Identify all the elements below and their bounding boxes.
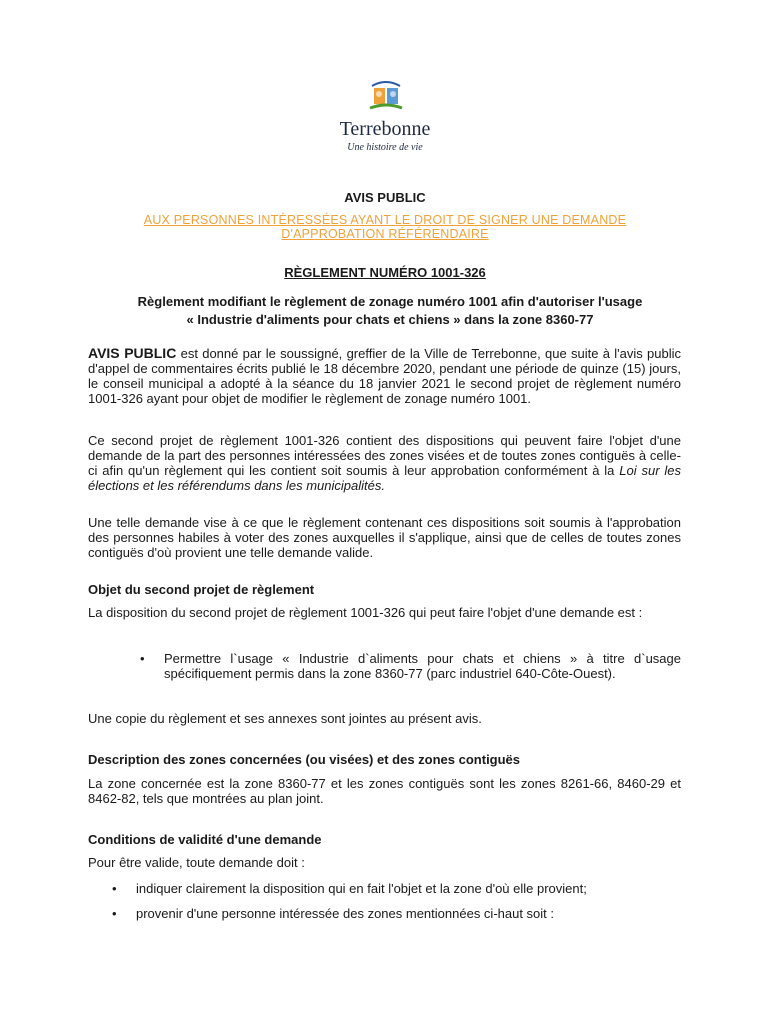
logo-tagline: Une histoire de vie (347, 142, 423, 153)
bullet-icon: • (140, 651, 145, 666)
notice-subtitle (60, 213, 710, 241)
paragraph-provisions (88, 433, 681, 493)
section-heading-validity: Conditions de validité d'une demande (88, 832, 322, 847)
section-object-intro: La disposition du second projet de règlement 1001-326 qui peut faire l'objet d'une demande est : (88, 605, 643, 620)
subtitle-line-1: AUX PERSONNES INTÉRESSÉES AYANT LE DROIT DE SIGNER UNE DEMANDE (143, 213, 627, 227)
regulation-subject (80, 293, 700, 329)
object-bullet-text: Permettre l`usage « Industrie d`aliments pour chats et chiens » à titre d`usage spécifiquement permis dans la zone 8360-77 (parc industriel 640-Côte-Ouest). (164, 651, 681, 681)
city-emblem-icon (368, 76, 404, 114)
intro-lead: AVIS PUBLIC (88, 345, 177, 361)
terrebonne-logo (312, 76, 458, 156)
validity-intro: Pour être valide, toute demande doit : (88, 855, 305, 870)
paragraph-request-purpose: Une telle demande vise à ce que le règlement contenant ces dispositions soit soumis à l'approbation des personnes habiles à voter des zones auxquelles il s'applique, ainsi que de celles de toutes zones contiguës d'où provient une telle demande valide. (88, 515, 681, 560)
paragraph-intro (88, 346, 681, 406)
validity-bullet-2: provenir d'une personne intéressée des zones mentionnées ci-haut soit : (136, 906, 555, 921)
subtitle-line-2: D'APPROBATION RÉFÉRENDAIRE (281, 227, 489, 241)
regulation-number: RÈGLEMENT NUMÉRO 1001-326 (284, 265, 486, 280)
section-heading-object: Objet du second projet de règlement (88, 582, 315, 597)
law-reference: Loi sur les élections et les référendums dans les municipalités. (88, 463, 682, 493)
subject-line-1: Règlement modifiant le règlement de zonage numéro 1001 afin d'autoriser l'usage (137, 294, 643, 309)
provisions-text: Ce second projet de règlement 1001-326 contient des dispositions qui peuvent faire l'objet d'une demande de la part des personnes intéressées des zones visées et de toutes zones contiguës à celle-ci afin qu'un règlement qui les contient soit soumis à leur approbation conformément à la (88, 433, 681, 478)
intro-text: est donné par le soussigné, greffier de la Ville de Terrebonne, que suite à l'avis public d'appel de commentaires écrits publié le 18 décembre 2020, pendant une période de quinze (15) jours, le conseil municipal a adopté à la séance du 18 janvier 2021 le second projet de règlement numéro 1001-326 ayant pour objet de modifier le règlement de zonage numéro 1001. (88, 346, 681, 406)
notice-title: AVIS PUBLIC (344, 190, 426, 205)
copy-note: Une copie du règlement et ses annexes sont jointes au présent avis. (88, 711, 482, 726)
zones-description: La zone concernée est la zone 8360-77 et les zones contiguës sont les zones 8261-66, 8460-29 et 8462-82, tels que montrées au plan joint. (88, 776, 681, 806)
bullet-icon: • (112, 906, 117, 921)
section-heading-zones: Description des zones concernées (ou visées) et des zones contiguës (88, 752, 521, 767)
validity-bullet-1: indiquer clairement la disposition qui en fait l'objet et la zone d'où elle provient; (136, 881, 587, 896)
logo-name: Terrebonne (339, 118, 431, 140)
bullet-icon: • (112, 881, 117, 896)
subject-line-2: « Industrie d'aliments pour chats et chiens » dans la zone 8360-77 (186, 312, 594, 327)
